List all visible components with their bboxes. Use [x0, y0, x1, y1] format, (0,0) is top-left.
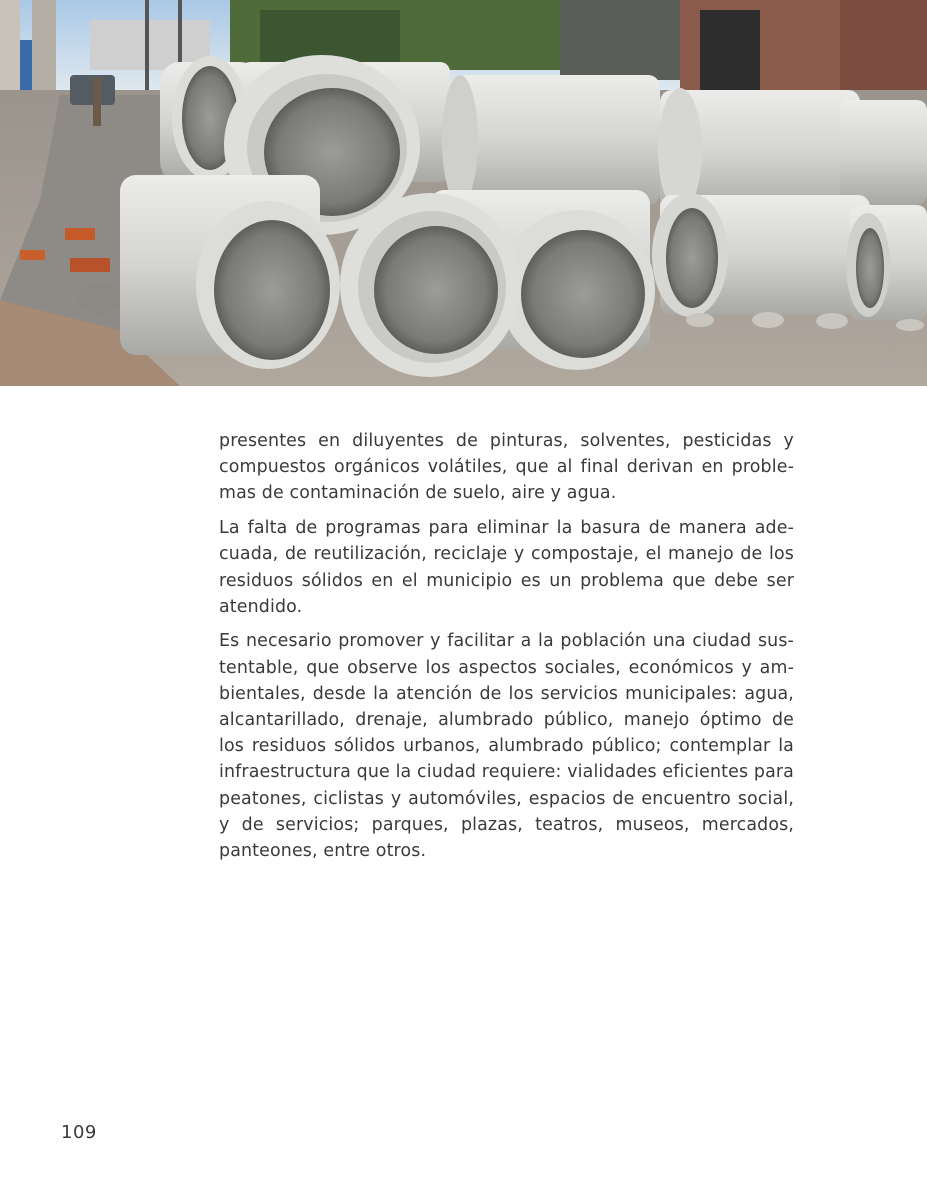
page-number: 109	[61, 1122, 97, 1143]
paragraph-2: La falta de programas para eliminar la basura de manera ade-cuada, de reutilización, reciclaje y compostaje, el manejo de los residuos sólidos en el municipio es un problema que debe ser atendido.	[219, 518, 794, 617]
paragraph-3: Es necesario promover y facilitar a la población una ciudad sus-tentable, que observe los aspectos sociales, económicos y am-bientales, desde la atención de los servicios municipales: agua, alcantarillado, drenaje, alumbrado público, manejo óptimo de los residuos sólidos urbanos, alumbrado público; contemplar la infraestructura que la ciudad requiere: vialidades eficientes para peatones, ciclistas y automóviles, espacios de encuentro social, y de servicios; parques, plazas, teatros, museos, mercados, panteones, entre otros.	[219, 631, 794, 862]
paragraph-1: presentes en diluyentes de pinturas, solventes, pesticidas y compuestos orgánicos volátiles, que al final derivan en proble-mas de contaminación de suelo, aire y agua.	[219, 431, 794, 504]
body-text	[219, 428, 794, 873]
concrete-pipes-photo	[0, 0, 927, 386]
